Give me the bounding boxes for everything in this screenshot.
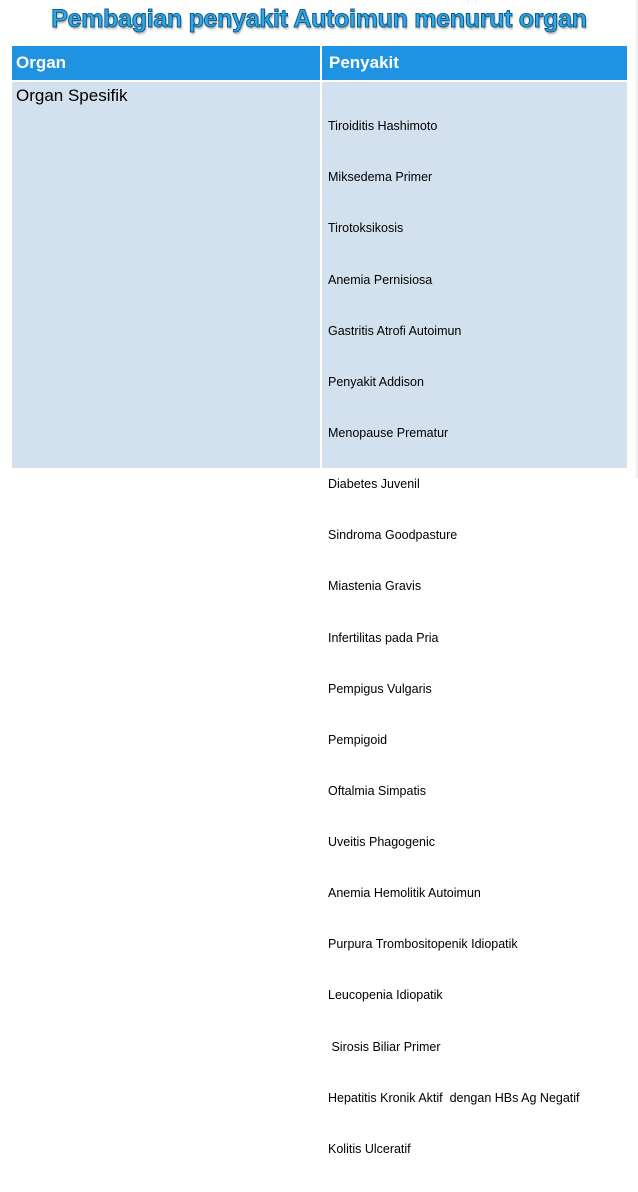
disease-item: Sindroma Goodpasture (328, 528, 458, 543)
disease-item: Menopause Prematur (328, 425, 449, 440)
disease-item: Miastenia Gravis (328, 579, 422, 594)
disease-item: Miksedema Primer (328, 170, 433, 185)
disease-list (328, 84, 580, 1192)
disease-item: Leucopenia Idiopatik (328, 988, 443, 1003)
disease-item: Uveitis Phagogenic (328, 835, 436, 850)
disease-item: Gastritis Atrofi Autoimun (328, 323, 462, 338)
organ-disease-table (12, 46, 627, 1156)
disease-item: Penyakit Addison (328, 374, 424, 389)
disease-item: Purpura Trombositopenik Idiopatik (328, 937, 518, 952)
slide-title: Pembagian penyakit Autoimun menurut organ (51, 5, 587, 33)
disease-item: Anemia Hemolitik Autoimun (328, 886, 481, 901)
disease-item: Oftalmia Simpatis (328, 783, 426, 798)
disease-item: Tiroiditis Hashimoto (328, 119, 438, 134)
disease-item: Anemia Pernisiosa (328, 272, 433, 287)
header-penyakit: Penyakit (329, 53, 399, 72)
disease-item: Pempigus Vulgaris (328, 681, 432, 696)
disease-item: Pempigoid (328, 732, 388, 747)
disease-item: Tirotoksikosis (328, 221, 404, 236)
column-divider (320, 46, 322, 468)
slide-edge-shadow (634, 0, 638, 478)
disease-item: Sirosis Biliar Primer (328, 1039, 441, 1054)
disease-item: Infertilitas pada Pria (328, 630, 439, 645)
disease-item: Kolitis Ulceratif (328, 1141, 411, 1156)
organ-cell: Organ Spesifik (16, 86, 128, 105)
disease-item: Hepatitis Kronik Aktif dengan HBs Ag Negatif (328, 1090, 580, 1105)
header-organ: Organ (16, 53, 67, 72)
disease-item: Diabetes Juvenil (328, 477, 420, 492)
